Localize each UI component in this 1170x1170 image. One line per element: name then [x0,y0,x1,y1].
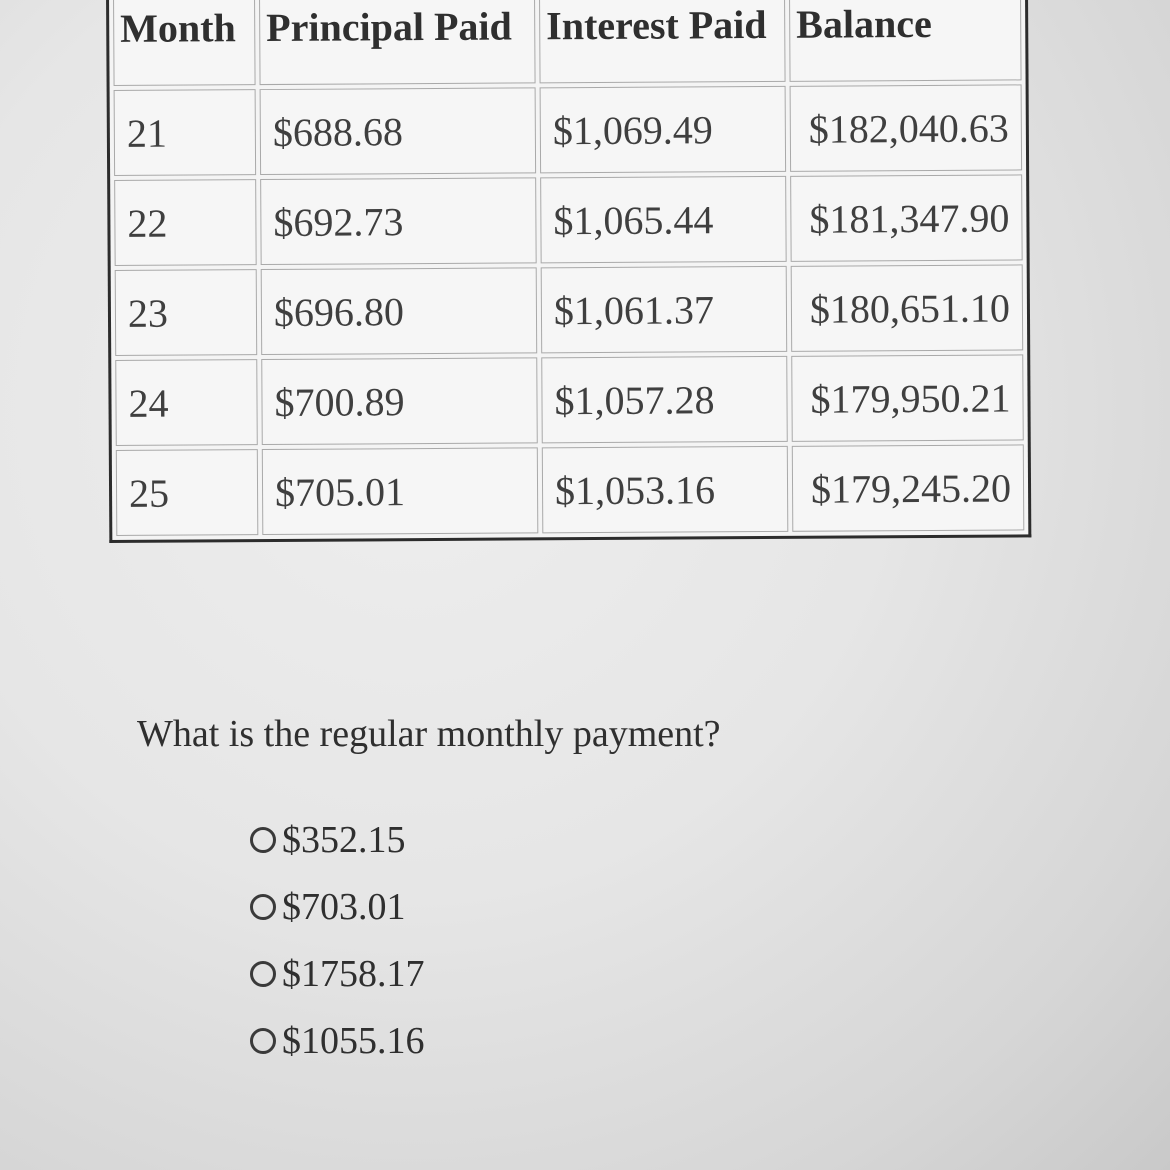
table-row [114,84,1023,176]
cell-balance: $180,651.10 [791,264,1024,351]
cell-interest-paid: $1,053.16 [542,446,789,534]
table-row [116,444,1025,536]
header-principal-paid: Principal Paid [259,0,536,85]
header-interest-paid: Interest Paid [539,0,786,83]
cell-interest-paid: $1,057.28 [541,356,788,444]
cell-balance: $179,245.20 [792,444,1025,531]
amortization-table-container [106,0,1031,543]
answer-option-label: $1758.17 [282,952,425,995]
cell-interest-paid: $1,061.37 [541,266,788,354]
amortization-table [106,0,1031,543]
table-row [114,174,1023,266]
cell-month: 23 [115,269,258,356]
answer-option-label: $352.15 [282,818,406,861]
cell-interest-paid: $1,065.44 [540,176,787,264]
cell-principal-paid: $700.89 [261,357,538,445]
cell-principal-paid: $688.68 [260,87,537,175]
table-row [115,264,1024,356]
answer-option-4[interactable] [250,1007,425,1074]
radio-unchecked-icon[interactable] [250,894,276,920]
answer-options [250,806,425,1074]
radio-unchecked-icon[interactable] [250,1028,276,1054]
cell-month: 24 [115,359,258,446]
answer-option-label: $1055.16 [282,1019,425,1062]
cell-interest-paid: $1,069.49 [540,86,787,174]
cell-principal-paid: $692.73 [260,177,537,265]
cell-month: 25 [116,449,259,536]
question-text: What is the regular monthly payment? [137,713,721,755]
cell-balance: $181,347.90 [790,174,1023,261]
table-header-row [113,0,1022,86]
answer-option-label: $703.01 [282,885,406,928]
cell-balance: $182,040.63 [790,84,1023,171]
cell-month: 22 [114,179,257,266]
answer-option-3[interactable] [250,940,425,1007]
header-month: Month [113,0,256,86]
cell-principal-paid: $705.01 [262,447,539,535]
cell-principal-paid: $696.80 [261,267,538,355]
cell-balance: $179,950.21 [791,354,1024,441]
radio-unchecked-icon[interactable] [250,827,276,853]
table-row [115,354,1024,446]
answer-option-1[interactable] [250,806,425,873]
header-balance: Balance [789,0,1022,82]
cell-month: 21 [114,89,257,176]
radio-unchecked-icon[interactable] [250,961,276,987]
answer-option-2[interactable] [250,873,425,940]
